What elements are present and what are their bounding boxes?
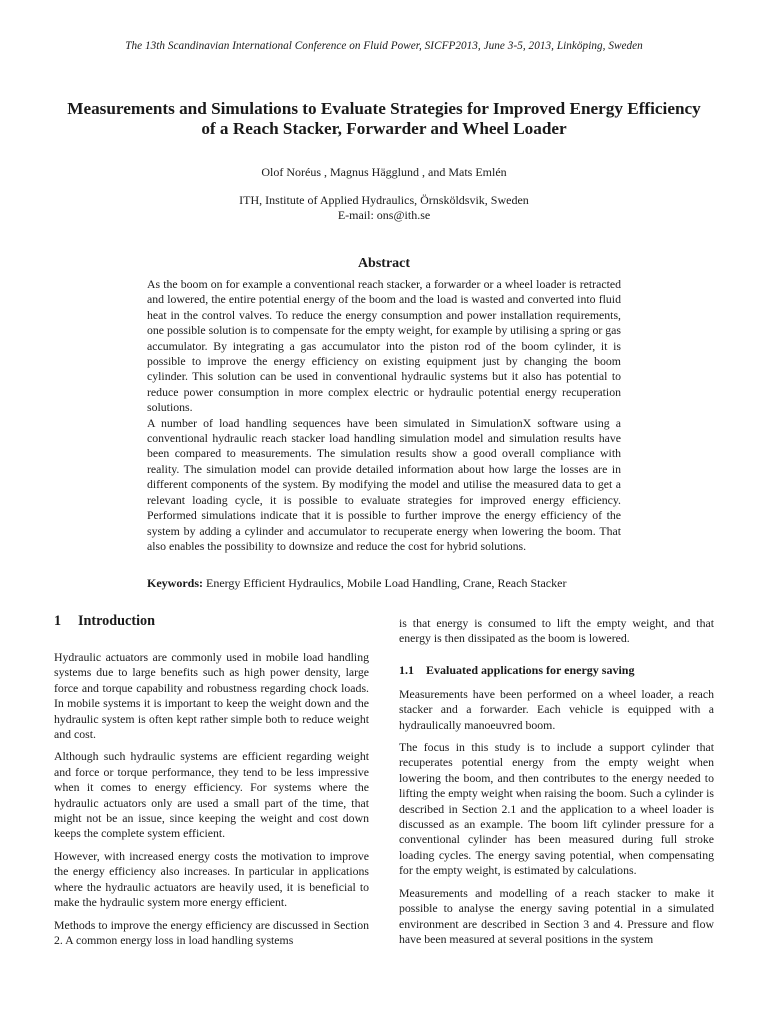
running-header: The 13th Scandinavian International Conference on Fluid Power, SICFP2013, June 3-5, 2013, Linköping, Sweden	[125, 40, 643, 52]
abstract-paragraph: A number of load handling sequences have been simulated in SimulationX software using a conventional hydraulic reach stacker load handling simulation model and simulation results have been compared to measurements. The simulation results show a good overall compliance with reality. The simulation model can provide detailed information about how large the losses are in different components of the system. By modifying the model and utilise the measured data to get a relevant loading cycle, it is possible to evaluate strategies for improved energy efficiency. Performed simulations indicate that it is possible to further improve the energy efficiency of the system by adding a cylinder and accumulator to recuperate energy when lowering the boom. That also enables the possibility to downsize and reduce the cost for hybrid solutions.	[147, 415, 621, 553]
subsection-title: Evaluated applications for energy saving	[426, 662, 635, 677]
body-paragraph: Hydraulic actuators are commonly used in mobile load handling systems due to large benefits such as high power density, large force and torque capability and robustness regarding chock loads. In mobile systems it is important to keep the weight down and the hydraulic system is often kept rather simple both to reduce weight and cost.	[54, 650, 369, 742]
affiliation: ITH, Institute of Applied Hydraulics, Örnsköldsvik, Sweden	[239, 193, 529, 207]
section-number: 1	[54, 613, 62, 629]
body-paragraph: However, with increased energy costs the motivation to improve the energy efficiency also increases. In particular in applications where the hydraulic actuators are heavily used, it is beneficial to make the hydraulic system more energy efficient.	[54, 848, 369, 910]
body-paragraph: Measurements have been performed on a wheel loader, a reach stacker and a forwarder. Each vehicle is equipped with a hydraulically manoeuvred boom.	[399, 686, 714, 732]
keywords-text: Energy Efficient Hydraulics, Mobile Load Handling, Crane, Reach Stacker	[206, 576, 567, 590]
section-heading	[54, 614, 369, 632]
right-column	[399, 616, 714, 954]
left-column	[54, 614, 369, 955]
abstract-paragraph: As the boom on for example a conventional reach stacker, a forwarder or a wheel loader is retracted and lowered, the entire potential energy of the boom and the load is wasted and converted into fluid heat in the control valves. To reduce the energy consumption and power installation requirements, one possible solution is to compensate for the empty weight, for example by utilising a spring or gas accumulator. By integrating a gas accumulator into the piston rod of the boom cylinder, it is possible to improve the energy efficiency on existing equipment just by changing the boom cylinder. This solution can be used in conventional hydraulic systems but it also has potential to reduce power consumption in more complex electric or hydraulic potential energy recuperation solutions.	[147, 277, 621, 415]
body-paragraph: The focus in this study is to include a support cylinder that recuperates potential energy from the empty weight when lowering the boom, and then contributes to the energy needed to lifting the empty weight when raising the boom. Such a cylinder is described in Section 2.1 and the application to a wheel loader is discussed as an example. The boom lift cylinder pressure for a conventional cylinder has been measured during full stroke loading cycles. The energy saving potential, when compensating for the empty weight, is estimated by calculations.	[399, 740, 714, 878]
keywords	[147, 576, 621, 591]
paper-title: Measurements and Simulations to Evaluate Strategies for Improved Energy Efficiency of a Reach Stacker, Forwarder and Wheel Loader	[67, 99, 701, 138]
abstract-heading: Abstract	[357, 256, 411, 271]
contact-email: E-mail: ons@ith.se	[337, 207, 431, 222]
subsection-heading	[399, 663, 714, 679]
body-paragraph: Although such hydraulic systems are efficient regarding weight and force or torque performance, they tend to be less impressive when it comes to energy efficiency. For systems where the hydraulic actuators only are used a small part of the time, that might not be an issue, since keeping the weight and cost down keeps the complete system efficient.	[54, 749, 369, 841]
affiliation-block	[0, 193, 768, 222]
subsection-number: 1.1	[399, 662, 414, 677]
author-list: Olof Noréus , Magnus Hägglund , and Mats Emlén	[261, 165, 507, 179]
body-paragraph: is that energy is consumed to lift the empty weight, and that energy is then dissipated as the boom is lowered.	[399, 616, 714, 646]
abstract-body	[147, 277, 621, 554]
section-title: Introduction	[78, 613, 155, 629]
body-paragraph: Measurements and modelling of a reach stacker to make it possible to analyse the energy saving potential in a simulated environment are described in Section 3 and 4. Pressure and flow have been measured at several positions in the system	[399, 885, 714, 946]
body-paragraph: Methods to improve the energy efficiency are discussed in Section 2. A common energy loss in load handling systems	[54, 917, 369, 947]
keywords-label: Keywords:	[147, 576, 203, 590]
